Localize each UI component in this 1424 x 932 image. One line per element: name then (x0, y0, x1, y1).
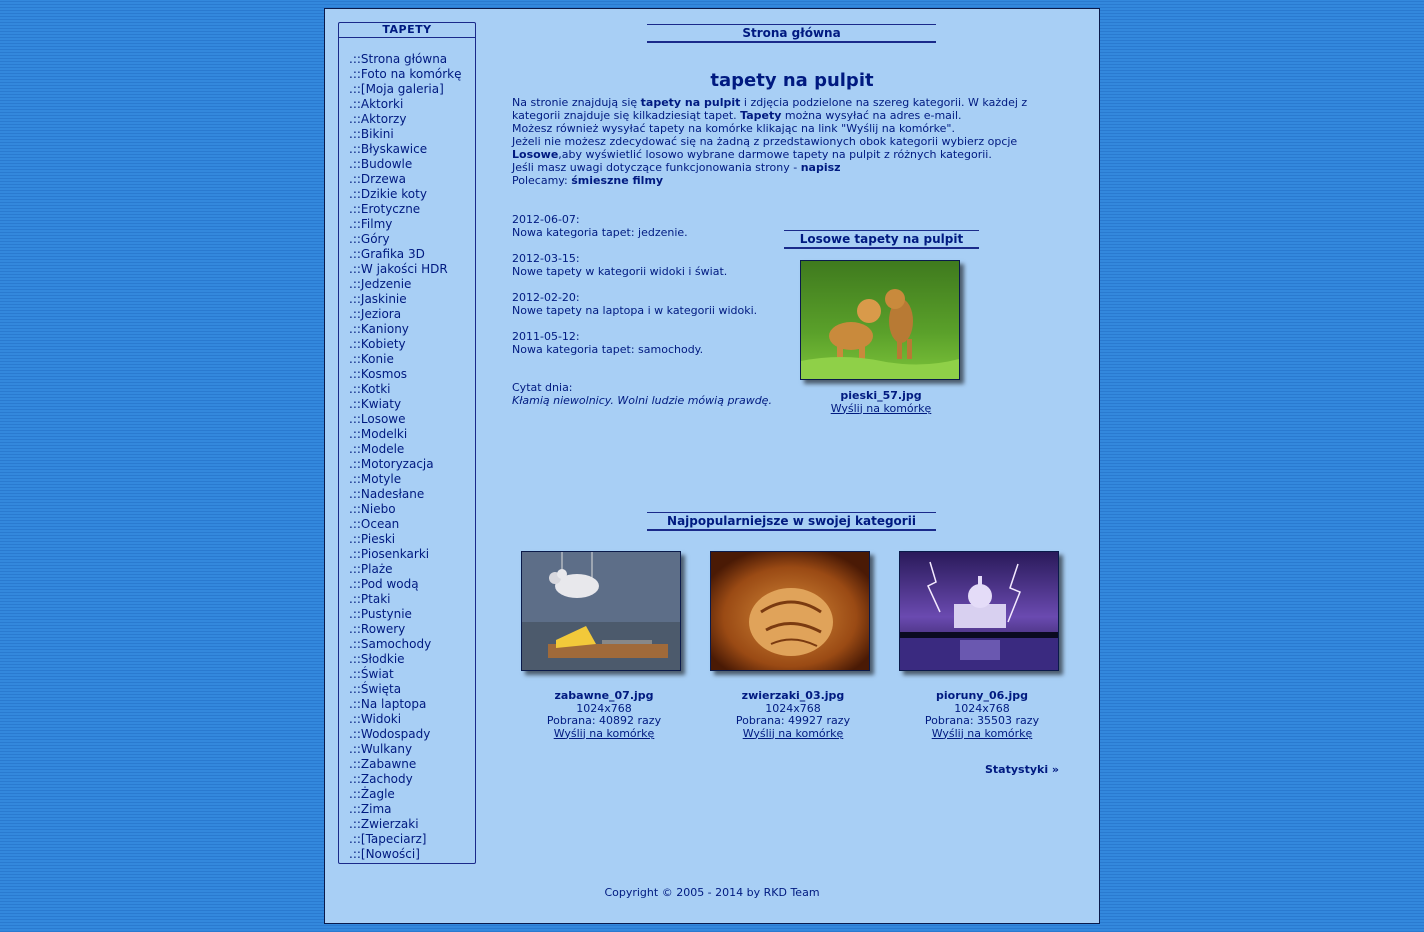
intro-bold: tapety na pulpit (640, 96, 741, 109)
sidebar-item[interactable]: .::Wulkany (349, 742, 413, 756)
sidebar-item[interactable]: .::Filmy (349, 217, 393, 231)
page-header: Strona główna (647, 24, 936, 43)
news-text: Nowe tapety w kategorii widoki i świat. (512, 265, 728, 278)
popular-resolution: 1024x768 (765, 701, 821, 715)
random-wallpaper-thumbnail[interactable] (800, 260, 960, 380)
sidebar-item[interactable]: .::Jeziora (349, 307, 402, 321)
sidebar-item[interactable]: .::Jaskinie (349, 292, 407, 306)
sidebar-item[interactable]: .::Foto na komórkę (349, 67, 462, 81)
sidebar-item[interactable]: .::Dzikie koty (349, 187, 427, 201)
popular-downloads: Pobrana: 40892 razy (546, 714, 662, 727)
news-text: Nowe tapety na laptopa i w kategorii widoki. (512, 304, 758, 317)
sidebar-item[interactable]: .::Góry (349, 232, 390, 246)
intro-bold: Tapety (740, 109, 782, 122)
news-text: Nowa kategoria tapet: jedzenie. (512, 226, 688, 239)
news-item (512, 252, 782, 278)
popular-thumbnail-3[interactable] (899, 551, 1059, 671)
intro-text-part: Na stronie znajdują się (512, 96, 641, 109)
sidebar-item[interactable]: .::Zima (349, 802, 392, 816)
random-filename: pieski_57.jpg (840, 389, 922, 402)
intro-text-part: Jeśli masz uwagi dotyczące funkcjonowania strony - (512, 161, 801, 174)
sidebar-item[interactable]: .::Ocean (349, 517, 400, 531)
sidebar-item[interactable]: .::Motoryzacja (349, 457, 434, 471)
random-wallpapers-header: Losowe tapety na pulpit (784, 230, 979, 249)
sidebar-item[interactable]: .::Pod wodą (349, 577, 419, 591)
popular-downloads: Pobrana: 49927 razy (735, 714, 851, 727)
news-date: 2012-03-15: (512, 252, 580, 265)
sidebar-item[interactable]: .::[Tapeciarz] (349, 832, 427, 846)
quote-of-day (512, 381, 802, 407)
news-item (512, 213, 782, 239)
sidebar-item[interactable]: .::Aktorki (349, 97, 404, 111)
intro-line: Jeżeli nie możesz zdecydować się na żadną z przedstawionych obok kategorii wybierz opcje (512, 135, 1018, 148)
news-date: 2012-06-07: (512, 213, 580, 226)
popular-filename: zabawne_07.jpg (554, 689, 654, 702)
sidebar-item[interactable]: .::Aktorzy (349, 112, 407, 126)
sidebar-item[interactable]: .::Zabawne (349, 757, 417, 771)
popular-send-to-phone-link[interactable]: Wyślij na komórkę (742, 726, 844, 740)
sidebar-item[interactable]: .::Zwierzaki (349, 817, 419, 831)
sidebar-item[interactable]: .::Jedzenie (349, 277, 412, 291)
popular-thumbnail-2[interactable] (710, 551, 870, 671)
sidebar-title: TAPETY (339, 23, 475, 38)
sidebar-item[interactable]: .::Słodkie (349, 652, 405, 666)
sidebar-item[interactable]: .::Kaniony (349, 322, 409, 336)
page-panel (324, 8, 1100, 924)
sidebar-item[interactable]: .::Piosenkarki (349, 547, 430, 561)
sidebar-item[interactable]: .::Kosmos (349, 367, 408, 381)
sidebar-item[interactable]: .::Święta (349, 682, 402, 696)
sidebar-item[interactable]: .::Ptaki (349, 592, 391, 606)
popular-send-to-phone-link[interactable]: Wyślij na komórkę (553, 726, 655, 740)
funny-movies-link[interactable]: śmieszne filmy (571, 174, 664, 187)
sidebar-item[interactable]: .::Niebo (349, 502, 396, 516)
popular-filename: pioruny_06.jpg (936, 689, 1028, 702)
sidebar-item[interactable]: .::Budowle (349, 157, 413, 171)
popular-resolution: 1024x768 (954, 701, 1010, 715)
random-link[interactable]: Losowe (512, 148, 559, 161)
sidebar-item[interactable]: .::Drzewa (349, 172, 406, 186)
sidebar-list (339, 38, 475, 862)
sidebar (338, 22, 476, 864)
sidebar-item[interactable]: .::Strona główna (349, 52, 448, 66)
sidebar-item[interactable]: .::Kotki (349, 382, 391, 396)
sidebar-item[interactable]: .::Losowe (349, 412, 406, 426)
popular-header: Najpopularniejsze w swojej kategorii (647, 512, 936, 531)
sidebar-item[interactable]: .::Erotyczne (349, 202, 421, 216)
news-date: 2012-02-20: (512, 291, 580, 304)
sidebar-item[interactable]: .::Plaże (349, 562, 393, 576)
popular-thumbnail-1[interactable] (521, 551, 681, 671)
statistics-link[interactable]: Statystyki » (985, 763, 1060, 776)
sidebar-item[interactable]: .::Świat (349, 667, 394, 681)
popular-caption-3 (892, 690, 1072, 740)
sidebar-item[interactable]: .::Motyle (349, 472, 402, 486)
sidebar-item[interactable]: .::Pieski (349, 532, 396, 546)
main-title: tapety na pulpit (710, 70, 874, 91)
copyright: Copyright © 2005 - 2014 by RKD Team (604, 886, 820, 899)
popular-resolution: 1024x768 (576, 701, 632, 715)
sidebar-item[interactable]: .::[Nowości] (349, 847, 420, 861)
news-date: 2011-05-12: (512, 330, 580, 343)
sidebar-item[interactable]: .::Rowery (349, 622, 406, 636)
sidebar-item[interactable]: .::W jakości HDR (349, 262, 448, 276)
popular-caption-2 (703, 690, 883, 740)
news-list (512, 213, 782, 369)
intro-text-part: można wysyłać na adres e-mail. (781, 109, 962, 122)
sidebar-item[interactable]: .::Kwiaty (349, 397, 402, 411)
popular-downloads: Pobrana: 35503 razy (924, 714, 1040, 727)
sidebar-item[interactable]: .::Na laptopa (349, 697, 427, 711)
intro-line: Możesz również wysyłać tapety na komórke klikając na link "Wyślij na komórke". (512, 122, 955, 135)
random-caption (791, 390, 971, 415)
intro-text-part: Polecamy: (512, 174, 572, 187)
sidebar-item[interactable]: .::Pustynie (349, 607, 412, 621)
intro-text-part: ,aby wyświetlić losowo wybrane darmowe tapety na pulpit z różnych kategorii. (558, 148, 992, 161)
popular-filename: zwierzaki_03.jpg (741, 689, 845, 702)
quote-label: Cytat dnia: (512, 381, 573, 394)
sidebar-item[interactable]: .::Grafika 3D (349, 247, 425, 261)
news-text: Nowa kategoria tapet: samochody. (512, 343, 704, 356)
sidebar-item[interactable]: .::Błyskawice (349, 142, 428, 156)
random-send-to-phone-link[interactable]: Wyślij na komórkę (830, 401, 932, 415)
sidebar-item[interactable]: .::Modele (349, 442, 405, 456)
sidebar-item[interactable]: .::Zachody (349, 772, 413, 786)
sidebar-item[interactable]: .::Konie (349, 352, 394, 366)
popular-caption-1 (514, 690, 694, 740)
sidebar-item[interactable]: .::Modelki (349, 427, 408, 441)
intro-text-part: i zdjęcia podzielone na szereg kategorii. W każdej z kategorii znajduje się kilkadziesiąt tapet. (512, 96, 1028, 122)
sidebar-item[interactable]: .::Wodospady (349, 727, 431, 741)
quote-text: Kłamią niewolnicy. Wolni ludzie mówią prawdę. (512, 394, 772, 407)
sidebar-item[interactable]: .::Widoki (349, 712, 402, 726)
news-item (512, 330, 782, 356)
news-item (512, 291, 782, 317)
sidebar-item[interactable]: .::Kobiety (349, 337, 406, 351)
sidebar-item[interactable]: .::Samochody (349, 637, 432, 651)
popular-send-to-phone-link[interactable]: Wyślij na komórkę (931, 726, 1033, 740)
sidebar-item[interactable]: .::Bikini (349, 127, 394, 141)
contact-link[interactable]: napisz (800, 161, 841, 174)
intro-text (512, 96, 1072, 187)
sidebar-item[interactable]: .::Nadesłane (349, 487, 425, 501)
sidebar-item[interactable]: .::Żagle (349, 787, 395, 801)
sidebar-item[interactable]: .::[Moja galeria] (349, 82, 444, 96)
